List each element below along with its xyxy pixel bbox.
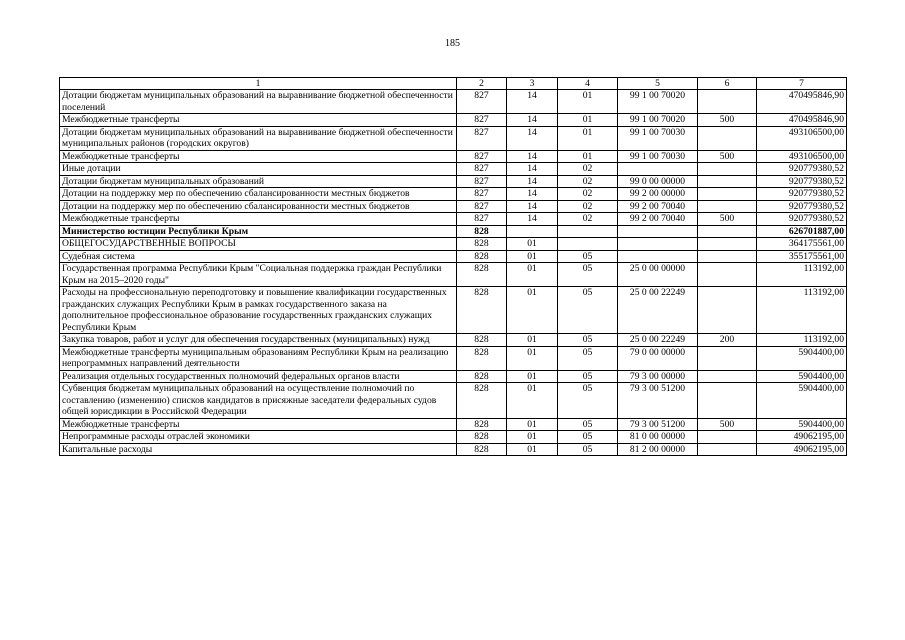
table-row xyxy=(60,370,847,383)
section-code-cell: 01 xyxy=(507,334,558,347)
row-name-cell: Дотации бюджетам муниципальных образований на выравнивание бюджетной обеспеченности поселений xyxy=(60,90,457,114)
section-code-cell: 01 xyxy=(507,346,558,370)
amount-cell: 49062195,00 xyxy=(757,443,847,456)
ministry-code-cell: 828 xyxy=(457,250,507,263)
row-name-cell: Субвенция бюджетам муниципальных образований на осуществление полномочий по составлению (изменению) списков кандидатов в присяжные заседатели федеральных судов общей юрисдикции в Российской Федерации xyxy=(60,383,457,419)
section-code-cell: 14 xyxy=(507,126,558,150)
expense-type-cell: 500 xyxy=(698,418,757,431)
subsection-code-cell: 05 xyxy=(558,370,618,383)
amount-cell: 920779380,52 xyxy=(757,200,847,213)
row-name-cell: Закупка товаров, работ и услуг для обеспечения государственных (муниципальных) нужд xyxy=(60,334,457,347)
amount-cell: 113192,00 xyxy=(757,263,847,287)
target-article-cell: 81 0 00 00000 xyxy=(618,431,698,444)
table-row xyxy=(60,263,847,287)
ministry-code-cell: 828 xyxy=(457,418,507,431)
amount-cell: 920779380,52 xyxy=(757,175,847,188)
amount-cell: 364175561,00 xyxy=(757,238,847,251)
row-name-cell: Дотации бюджетам муниципальных образований xyxy=(60,175,457,188)
column-header: 4 xyxy=(558,78,618,90)
table-row xyxy=(60,175,847,188)
subsection-code-cell: 05 xyxy=(558,346,618,370)
row-name-cell: Непрограммные расходы отраслей экономики xyxy=(60,431,457,444)
section-code-cell: 14 xyxy=(507,163,558,176)
expense-type-cell: 500 xyxy=(698,114,757,127)
table-row xyxy=(60,443,847,456)
expense-type-cell xyxy=(698,431,757,444)
target-article-cell: 99 0 00 00000 xyxy=(618,175,698,188)
expense-type-cell xyxy=(698,346,757,370)
ministry-code-cell: 828 xyxy=(457,443,507,456)
section-code-cell: 01 xyxy=(507,418,558,431)
expense-type-cell xyxy=(698,370,757,383)
ministry-code-cell: 828 xyxy=(457,346,507,370)
ministry-code-cell: 828 xyxy=(457,370,507,383)
target-article-cell: 79 3 00 51200 xyxy=(618,383,698,419)
expense-type-cell xyxy=(698,443,757,456)
target-article-cell: 81 2 00 00000 xyxy=(618,443,698,456)
section-code-cell: 14 xyxy=(507,150,558,163)
expense-type-cell xyxy=(698,287,757,334)
target-article-cell: 79 0 00 00000 xyxy=(618,346,698,370)
row-name-cell: Дотации на поддержку мер по обеспечению сбалансированности местных бюджетов xyxy=(60,200,457,213)
expense-type-cell xyxy=(698,188,757,201)
section-code-cell xyxy=(507,225,558,238)
amount-cell: 626701887,00 xyxy=(757,225,847,238)
table-row xyxy=(60,163,847,176)
ministry-code-cell: 828 xyxy=(457,225,507,238)
row-name-cell: Межбюджетные трансферты муниципальным образованиям Республики Крым на реализацию непрограммных направлений деятельности xyxy=(60,346,457,370)
table-row xyxy=(60,90,847,114)
target-article-cell xyxy=(618,163,698,176)
ministry-code-cell: 828 xyxy=(457,238,507,251)
table-row xyxy=(60,213,847,226)
subsection-code-cell: 01 xyxy=(558,150,618,163)
expense-type-cell xyxy=(698,200,757,213)
ministry-code-cell: 827 xyxy=(457,200,507,213)
ministry-code-cell: 828 xyxy=(457,263,507,287)
row-name-cell: Межбюджетные трансферты xyxy=(60,150,457,163)
amount-cell: 5904400,00 xyxy=(757,370,847,383)
amount-cell: 470495846,90 xyxy=(757,114,847,127)
column-header: 3 xyxy=(507,78,558,90)
table-row xyxy=(60,334,847,347)
target-article-cell: 25 0 00 22249 xyxy=(618,287,698,334)
target-article-cell: 25 0 00 22249 xyxy=(618,334,698,347)
subsection-code-cell: 05 xyxy=(558,287,618,334)
target-article-cell: 99 2 00 70040 xyxy=(618,213,698,226)
target-article-cell: 79 3 00 51200 xyxy=(618,418,698,431)
subsection-code-cell xyxy=(558,238,618,251)
table-row xyxy=(60,346,847,370)
ministry-code-cell: 827 xyxy=(457,150,507,163)
row-name-cell: Межбюджетные трансферты xyxy=(60,418,457,431)
table-row xyxy=(60,225,847,238)
expense-type-cell: 500 xyxy=(698,150,757,163)
ministry-code-cell: 827 xyxy=(457,114,507,127)
ministry-code-cell: 827 xyxy=(457,163,507,176)
section-code-cell: 01 xyxy=(507,370,558,383)
ministry-code-cell: 827 xyxy=(457,188,507,201)
subsection-code-cell: 05 xyxy=(558,383,618,419)
amount-cell: 493106500,00 xyxy=(757,150,847,163)
expense-type-cell xyxy=(698,383,757,419)
page-number: 185 xyxy=(445,38,460,49)
subsection-code-cell: 02 xyxy=(558,175,618,188)
section-code-cell: 14 xyxy=(507,90,558,114)
amount-cell: 355175561,00 xyxy=(757,250,847,263)
section-code-cell: 01 xyxy=(507,287,558,334)
column-header: 6 xyxy=(698,78,757,90)
budget-table xyxy=(59,77,847,456)
expense-type-cell xyxy=(698,238,757,251)
amount-cell: 5904400,00 xyxy=(757,383,847,419)
section-code-cell: 01 xyxy=(507,250,558,263)
subsection-code-cell: 02 xyxy=(558,213,618,226)
expense-type-cell: 500 xyxy=(698,213,757,226)
target-article-cell: 79 3 00 00000 xyxy=(618,370,698,383)
table-row xyxy=(60,383,847,419)
column-header: 1 xyxy=(60,78,457,90)
expense-type-cell xyxy=(698,163,757,176)
amount-cell: 470495846,90 xyxy=(757,90,847,114)
row-name-cell: Расходы на профессиональную переподготовку и повышение квалификации государственных гражданских служащих Республики Крым в рамках государственного заказа на дополнительное профессиональное образование государственных гражданских служащих Республики Крым xyxy=(60,287,457,334)
subsection-code-cell: 01 xyxy=(558,126,618,150)
row-name-cell: Капитальные расходы xyxy=(60,443,457,456)
row-name-cell: ОБЩЕГОСУДАРСТВЕННЫЕ ВОПРОСЫ xyxy=(60,238,457,251)
ministry-code-cell: 827 xyxy=(457,175,507,188)
section-code-cell: 14 xyxy=(507,114,558,127)
amount-cell: 5904400,00 xyxy=(757,346,847,370)
row-name-cell: Межбюджетные трансферты xyxy=(60,114,457,127)
column-header: 7 xyxy=(757,78,847,90)
section-code-cell: 14 xyxy=(507,188,558,201)
target-article-cell xyxy=(618,250,698,263)
column-header: 2 xyxy=(457,78,507,90)
section-code-cell: 01 xyxy=(507,431,558,444)
table-row xyxy=(60,126,847,150)
row-name-cell: Судебная система xyxy=(60,250,457,263)
expense-type-cell xyxy=(698,175,757,188)
table-row xyxy=(60,114,847,127)
subsection-code-cell: 01 xyxy=(558,90,618,114)
amount-cell: 493106500,00 xyxy=(757,126,847,150)
table-header-row xyxy=(60,78,847,90)
amount-cell: 920779380,52 xyxy=(757,213,847,226)
subsection-code-cell: 05 xyxy=(558,431,618,444)
table-row xyxy=(60,250,847,263)
ministry-code-cell: 828 xyxy=(457,334,507,347)
table-row xyxy=(60,238,847,251)
target-article-cell: 99 1 00 70030 xyxy=(618,126,698,150)
section-code-cell: 14 xyxy=(507,175,558,188)
target-article-cell: 99 1 00 70020 xyxy=(618,90,698,114)
column-header: 5 xyxy=(618,78,698,90)
subsection-code-cell: 02 xyxy=(558,188,618,201)
table-row xyxy=(60,418,847,431)
section-code-cell: 14 xyxy=(507,213,558,226)
subsection-code-cell: 02 xyxy=(558,163,618,176)
amount-cell: 920779380,52 xyxy=(757,163,847,176)
amount-cell: 49062195,00 xyxy=(757,431,847,444)
target-article-cell xyxy=(618,238,698,251)
ministry-code-cell: 828 xyxy=(457,431,507,444)
expense-type-cell: 200 xyxy=(698,334,757,347)
table-row xyxy=(60,431,847,444)
expense-type-cell xyxy=(698,263,757,287)
amount-cell: 113192,00 xyxy=(757,334,847,347)
section-code-cell: 01 xyxy=(507,238,558,251)
subsection-code-cell: 05 xyxy=(558,334,618,347)
target-article-cell xyxy=(618,225,698,238)
table-row xyxy=(60,188,847,201)
subsection-code-cell: 05 xyxy=(558,263,618,287)
section-code-cell: 01 xyxy=(507,383,558,419)
ministry-code-cell: 827 xyxy=(457,90,507,114)
ministry-code-cell: 828 xyxy=(457,287,507,334)
section-code-cell: 14 xyxy=(507,200,558,213)
table-row xyxy=(60,150,847,163)
table-row xyxy=(60,200,847,213)
subsection-code-cell xyxy=(558,225,618,238)
row-name-cell: Дотации на поддержку мер по обеспечению сбалансированности местных бюджетов xyxy=(60,188,457,201)
target-article-cell: 99 1 00 70030 xyxy=(618,150,698,163)
row-name-cell: Иные дотации xyxy=(60,163,457,176)
target-article-cell: 25 0 00 00000 xyxy=(618,263,698,287)
subsection-code-cell: 01 xyxy=(558,114,618,127)
table-row xyxy=(60,287,847,334)
ministry-code-cell: 827 xyxy=(457,213,507,226)
ministry-code-cell: 828 xyxy=(457,383,507,419)
subsection-code-cell: 05 xyxy=(558,443,618,456)
row-name-cell: Дотации бюджетам муниципальных образований на выравнивание бюджетной обеспеченности муниципальных районов (городских округов) xyxy=(60,126,457,150)
subsection-code-cell: 05 xyxy=(558,250,618,263)
row-name-cell: Государственная программа Республики Крым "Социальная поддержка граждан Республики Крым на 2015–2020 годы" xyxy=(60,263,457,287)
target-article-cell: 99 2 00 70040 xyxy=(618,200,698,213)
expense-type-cell xyxy=(698,225,757,238)
expense-type-cell xyxy=(698,250,757,263)
ministry-code-cell: 827 xyxy=(457,126,507,150)
target-article-cell: 99 1 00 70020 xyxy=(618,114,698,127)
subsection-code-cell: 02 xyxy=(558,200,618,213)
target-article-cell: 99 2 00 00000 xyxy=(618,188,698,201)
row-name-cell: Реализация отдельных государственных полномочий федеральных органов власти xyxy=(60,370,457,383)
section-code-cell: 01 xyxy=(507,263,558,287)
subsection-code-cell: 05 xyxy=(558,418,618,431)
row-name-cell: Министерство юстиции Республики Крым xyxy=(60,225,457,238)
expense-type-cell xyxy=(698,90,757,114)
table-body xyxy=(60,90,847,456)
section-code-cell: 01 xyxy=(507,443,558,456)
amount-cell: 920779380,52 xyxy=(757,188,847,201)
row-name-cell: Межбюджетные трансферты xyxy=(60,213,457,226)
expense-type-cell xyxy=(698,126,757,150)
amount-cell: 5904400,00 xyxy=(757,418,847,431)
amount-cell: 113192,00 xyxy=(757,287,847,334)
